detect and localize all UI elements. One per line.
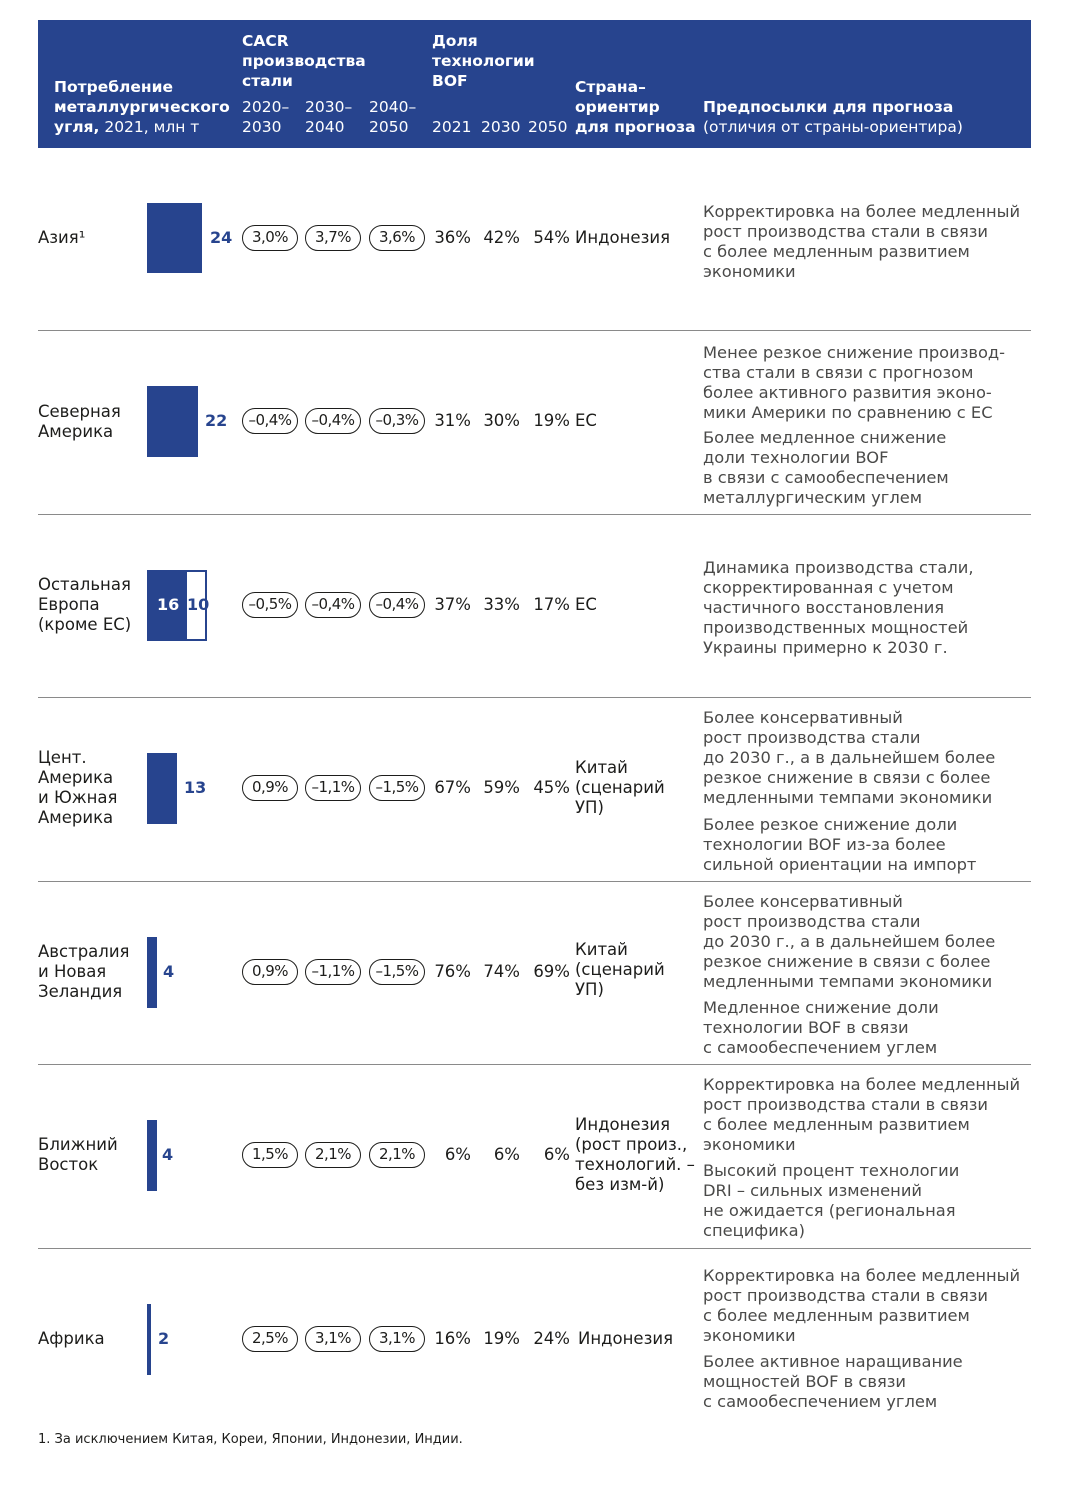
forecast-note: Высокий процент технологии DRI – сильных изменений не ожидается (региональная специфика)	[703, 1161, 960, 1240]
bof-2030: 30%	[483, 411, 520, 430]
cagr-2040-2050: –1,5%	[369, 959, 425, 985]
cagr-2040-2050: –1,5%	[369, 775, 425, 801]
region-label: Цент. Америка и Южная Америка	[38, 748, 118, 827]
header-bof-title2: технологии	[432, 52, 535, 70]
header-cagr-p3b: 2050	[369, 118, 409, 136]
cagr-2020-2030: –0,5%	[242, 592, 298, 618]
header-notes-subtitle: (отличия от страны-ориентира)	[703, 118, 963, 136]
cagr-2040-2050: –0,3%	[369, 408, 425, 434]
coal-bar	[147, 1304, 151, 1375]
cagr-2030-2040: –0,4%	[305, 408, 361, 434]
cagr-2030-2040: –0,4%	[305, 592, 361, 618]
header-cagr-title3: стали	[242, 72, 293, 90]
header-cagr-p3a: 2040–	[369, 98, 417, 116]
benchmark-country: Индонезия (рост произ., технологий. – без изм-й)	[575, 1115, 695, 1194]
cagr-2020-2030: 0,9%	[242, 775, 298, 801]
bof-2050: 17%	[533, 595, 570, 614]
table-row	[38, 331, 1031, 514]
bof-2021: 36%	[434, 228, 471, 247]
header-coal-line1: Потребление	[54, 78, 173, 96]
coal-value: 16	[157, 595, 180, 614]
header-coal-line2: металлургического	[54, 98, 230, 116]
cagr-2040-2050: 3,6%	[369, 225, 425, 251]
bof-2030: 59%	[483, 778, 520, 797]
coal-value: 4	[163, 962, 175, 981]
cagr-2030-2040: 3,1%	[305, 1326, 361, 1352]
cagr-2020-2030: –0,4%	[242, 408, 298, 434]
forecast-note: Корректировка на более медленный рост производства стали в связи с более медленным развитием экономики	[703, 1266, 1021, 1345]
coal-bar	[147, 937, 157, 1008]
cagr-2030-2040: –1,1%	[305, 775, 361, 801]
bof-2030: 6%	[493, 1145, 520, 1164]
forecast-note: Динамика производства стали, скорректированная с учетом частичного восстановления производственных мощностей Украины примерно к 2030 г.	[703, 558, 974, 657]
cagr-2020-2030: 2,5%	[242, 1326, 298, 1352]
bof-2030: 33%	[483, 595, 520, 614]
table-row	[38, 515, 1031, 697]
cagr-2040-2050: 2,1%	[369, 1142, 425, 1168]
bof-2021: 76%	[434, 962, 471, 981]
header-country3: для прогноза	[575, 118, 696, 136]
region-label: Остальная Европа (кроме ЕС)	[38, 575, 132, 634]
benchmark-country: Китай (сценарий УП)	[575, 758, 665, 817]
table-row	[38, 698, 1031, 881]
bof-2021: 16%	[434, 1329, 471, 1348]
forecast-note: Более активное наращивание мощностей BOF в связи с самообеспечением углем	[703, 1352, 963, 1411]
coal-value-secondary: 10	[187, 595, 210, 614]
forecast-note: Медленное снижение доли технологии BOF в связи с самообеспечением углем	[703, 998, 939, 1057]
cagr-2040-2050: 3,1%	[369, 1326, 425, 1352]
forecast-note: Менее резкое снижение производ- ства стали в связи с прогнозом более активного развития эконо- мики Америки по сравнению с ЕС	[703, 343, 1006, 422]
coal-bar	[147, 1120, 157, 1191]
table-header	[38, 20, 1031, 148]
forecast-note: Более консервативный рост производства стали до 2030 г., а в дальнейшем более резкое снижение в связи с более медленными темпами экономики	[703, 892, 996, 991]
bof-2021: 67%	[434, 778, 471, 797]
header-bof-title1: Доля	[432, 32, 478, 50]
cagr-2030-2040: –1,1%	[305, 959, 361, 985]
forecast-note: Более медленное снижение доли технологии BOF в связи с самообеспечением металлургическим углем	[703, 428, 949, 507]
coal-value: 24	[210, 228, 233, 247]
bof-2030: 42%	[483, 228, 520, 247]
region-label: Ближний Восток	[38, 1135, 118, 1174]
forecast-note: Корректировка на более медленный рост производства стали в связи с более медленным развитием экономики	[703, 1075, 1021, 1154]
coal-bar	[147, 203, 202, 273]
table-row	[38, 1249, 1031, 1424]
benchmark-country: ЕС	[575, 411, 597, 430]
bof-2050: 69%	[533, 962, 570, 981]
coal-bar	[147, 753, 177, 824]
coal-value: 4	[162, 1145, 174, 1164]
forecast-note: Более консервативный рост производства стали до 2030 г., а в дальнейшем более резкое снижение в связи с более медленными темпами экономики	[703, 708, 996, 807]
bof-2050: 6%	[543, 1145, 570, 1164]
forecast-note: Корректировка на более медленный рост производства стали в связи с более медленным развитием экономики	[703, 202, 1021, 281]
header-cagr-title2: производства	[242, 52, 366, 70]
bof-2021: 31%	[434, 411, 471, 430]
coal-value: 22	[205, 411, 228, 430]
coal-value: 2	[158, 1329, 170, 1348]
table-row	[38, 148, 1031, 330]
header-cagr-p1b: 2030	[242, 118, 282, 136]
header-notes-title: Предпосылки для прогноза	[703, 98, 954, 116]
bof-2030: 74%	[483, 962, 520, 981]
header-cagr-p2b: 2040	[305, 118, 345, 136]
cagr-2030-2040: 3,7%	[305, 225, 361, 251]
coal-value: 13	[184, 778, 207, 797]
region-label: Австралия и Новая Зеландия	[38, 942, 130, 1001]
header-country2: ориентир	[575, 98, 660, 116]
bof-2050: 45%	[533, 778, 570, 797]
bof-2021: 37%	[434, 595, 471, 614]
header-cagr-p2a: 2030–	[305, 98, 353, 116]
benchmark-country: Индонезия	[575, 228, 670, 247]
header-bof-2030: 2030	[481, 118, 521, 136]
header-bof-2021: 2021	[432, 118, 472, 136]
benchmark-country: Китай (сценарий УП)	[575, 940, 665, 999]
header-cagr-p1a: 2020–	[242, 98, 290, 116]
forecast-note: Более резкое снижение доли технологии BOF из-за более сильной ориентации на импорт	[703, 815, 977, 874]
coal-bar	[147, 386, 198, 457]
table-row	[38, 1065, 1031, 1248]
cagr-2020-2030: 0,9%	[242, 959, 298, 985]
bof-2050: 24%	[533, 1329, 570, 1348]
bof-2021: 6%	[444, 1145, 471, 1164]
cagr-2020-2030: 3,0%	[242, 225, 298, 251]
region-label: Африка	[38, 1329, 105, 1348]
footnote: 1. За исключением Китая, Кореи, Японии, Индонезии, Индии.	[38, 1432, 463, 1447]
region-label: Северная Америка	[38, 402, 121, 441]
cagr-2040-2050: –0,4%	[369, 592, 425, 618]
benchmark-country: ЕС	[575, 595, 597, 614]
header-bof-2050: 2050	[528, 118, 568, 136]
region-label: Азия¹	[38, 228, 86, 247]
bof-2030: 19%	[483, 1329, 520, 1348]
header-bof-title3: BOF	[432, 72, 468, 90]
cagr-2030-2040: 2,1%	[305, 1142, 361, 1168]
header-cagr-title1: CACR	[242, 32, 289, 50]
table-row	[38, 882, 1031, 1064]
bof-2050: 19%	[533, 411, 570, 430]
benchmark-country: Индонезия	[578, 1329, 673, 1348]
header-coal-line3: угля, 2021, млн т	[54, 118, 200, 136]
bof-2050: 54%	[533, 228, 570, 247]
cagr-2020-2030: 1,5%	[242, 1142, 298, 1168]
header-country1: Страна–	[575, 78, 646, 96]
